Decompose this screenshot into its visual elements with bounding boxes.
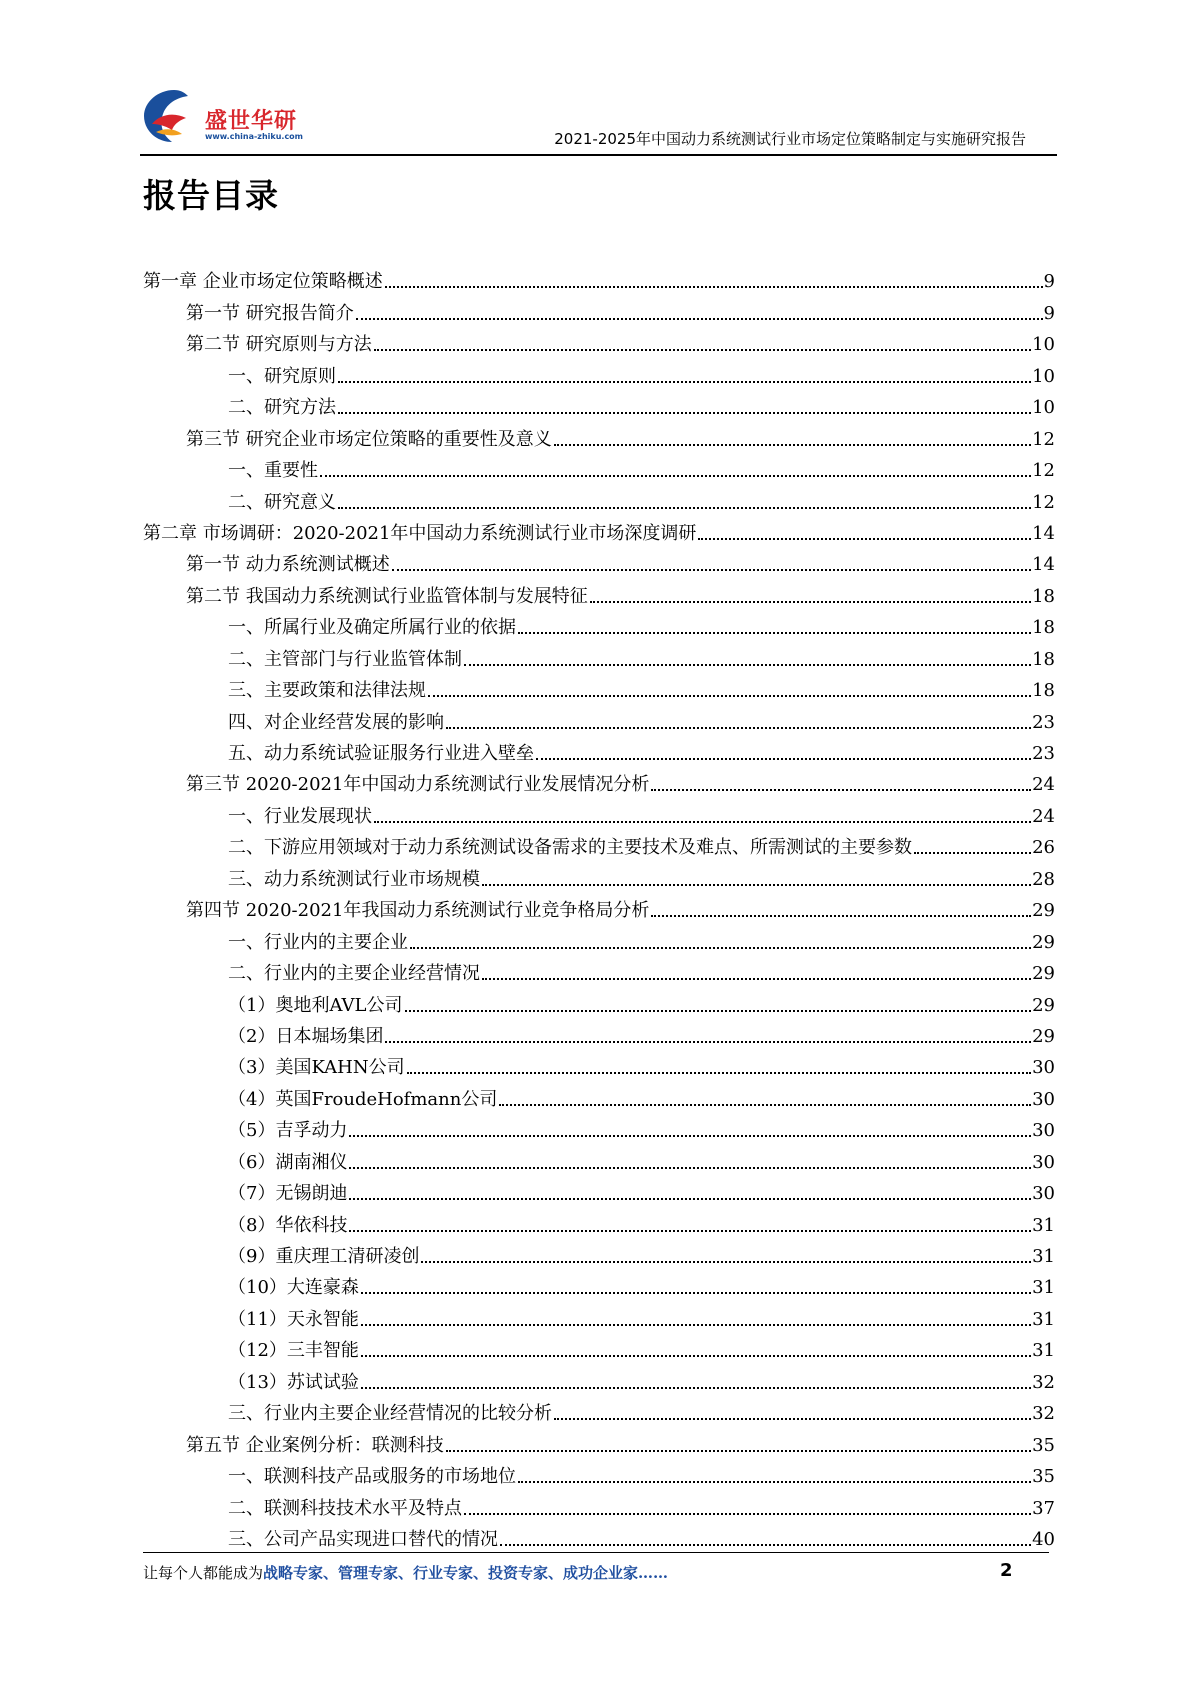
toc-entry-label: 第一节 研究报告简介 bbox=[186, 302, 354, 324]
toc-entry-page: 30 bbox=[1032, 1057, 1055, 1079]
toc-leader-dots bbox=[361, 1292, 1031, 1294]
page-header bbox=[0, 0, 1191, 160]
toc-entry-label: （5）吉孚动力 bbox=[228, 1120, 348, 1142]
toc-entry-label: 二、研究意义 bbox=[228, 491, 336, 513]
toc-entry-label: 二、研究方法 bbox=[228, 397, 336, 419]
page-number: 2 bbox=[1000, 1560, 1013, 1581]
toc-entry[interactable] bbox=[143, 671, 1055, 702]
toc-leader-dots bbox=[500, 1544, 1031, 1546]
toc-leader-dots bbox=[482, 884, 1031, 886]
toc-entry-label: （4）英国FroudeHofmann公司 bbox=[228, 1088, 498, 1110]
toc-entry[interactable] bbox=[143, 356, 1055, 387]
toc-entry-label: 一、所属行业及确定所属行业的依据 bbox=[228, 617, 516, 639]
toc-entry[interactable] bbox=[143, 702, 1055, 733]
toc-entry-page: 12 bbox=[1032, 491, 1055, 513]
toc-entry[interactable] bbox=[143, 1237, 1055, 1268]
toc-entry[interactable] bbox=[143, 765, 1055, 796]
toc-leader-dots bbox=[405, 1010, 1032, 1012]
toc-leader-dots bbox=[356, 318, 1043, 320]
toc-entry[interactable] bbox=[143, 1048, 1055, 1079]
toc-entry-label: 第四节 2020-2021年我国动力系统测试行业竞争格局分析 bbox=[186, 900, 650, 922]
toc-entry[interactable] bbox=[143, 1394, 1055, 1425]
toc-entry[interactable] bbox=[143, 639, 1055, 670]
toc-entry-label: （7）无锡朗迪 bbox=[228, 1183, 348, 1205]
toc-entry[interactable] bbox=[143, 514, 1055, 545]
toc-entry-page: 29 bbox=[1032, 994, 1055, 1016]
toc-entry-page: 29 bbox=[1032, 1025, 1055, 1047]
toc-entry-page: 31 bbox=[1032, 1340, 1055, 1362]
toc-leader-dots bbox=[499, 1104, 1031, 1106]
table-of-contents bbox=[143, 262, 1055, 1551]
toc-leader-dots bbox=[428, 695, 1031, 697]
toc-entry-page: 26 bbox=[1032, 837, 1055, 859]
toc-entry-label: 第三节 研究企业市场定位策略的重要性及意义 bbox=[186, 428, 552, 450]
toc-leader-dots bbox=[651, 789, 1031, 791]
toc-entry[interactable] bbox=[143, 891, 1055, 922]
toc-leader-dots bbox=[349, 1230, 1031, 1232]
toc-entry-label: （3）美国KAHN公司 bbox=[228, 1057, 405, 1079]
toc-leader-dots bbox=[361, 1324, 1031, 1326]
toc-entry-page: 29 bbox=[1032, 963, 1055, 985]
toc-entry[interactable] bbox=[143, 482, 1055, 513]
toc-leader-dots bbox=[698, 538, 1031, 540]
toc-entry[interactable] bbox=[143, 1299, 1055, 1330]
toc-entry-page: 31 bbox=[1032, 1277, 1055, 1299]
toc-entry-page: 32 bbox=[1032, 1371, 1055, 1393]
toc-entry-label: （11）天永智能 bbox=[228, 1308, 359, 1330]
footer-slogan bbox=[143, 1562, 668, 1583]
toc-entry-label: 三、行业内主要企业经营情况的比较分析 bbox=[228, 1403, 552, 1425]
toc-entry-label: 第一节 动力系统测试概述 bbox=[186, 554, 390, 576]
toc-entry[interactable] bbox=[143, 576, 1055, 607]
toc-entry-page: 18 bbox=[1032, 648, 1055, 670]
page-title: 报告目录 bbox=[143, 176, 279, 215]
toc-entry-label: （12）三丰智能 bbox=[228, 1340, 359, 1362]
toc-leader-dots bbox=[464, 664, 1031, 666]
toc-entry-label: 第三节 2020-2021年中国动力系统测试行业发展情况分析 bbox=[186, 774, 650, 796]
toc-entry[interactable] bbox=[143, 451, 1055, 482]
toc-leader-dots bbox=[554, 1418, 1031, 1420]
toc-entry[interactable] bbox=[143, 293, 1055, 324]
toc-entry[interactable] bbox=[143, 1331, 1055, 1362]
toc-leader-dots bbox=[392, 569, 1031, 571]
toc-entry-label: 一、重要性 bbox=[228, 460, 318, 482]
toc-entry[interactable] bbox=[143, 828, 1055, 859]
toc-entry[interactable] bbox=[143, 1457, 1055, 1488]
toc-entry[interactable] bbox=[143, 1079, 1055, 1110]
toc-entry-label: 一、行业内的主要企业 bbox=[228, 931, 408, 953]
toc-entry[interactable] bbox=[143, 954, 1055, 985]
toc-entry[interactable] bbox=[143, 1142, 1055, 1173]
toc-entry-page: 31 bbox=[1032, 1214, 1055, 1236]
toc-leader-dots bbox=[536, 758, 1031, 760]
toc-entry[interactable] bbox=[143, 859, 1055, 890]
toc-entry-label: 一、行业发展现状 bbox=[228, 805, 372, 827]
toc-leader-dots bbox=[518, 1481, 1031, 1483]
toc-entry-page: 10 bbox=[1032, 334, 1055, 356]
toc-leader-dots bbox=[464, 1513, 1031, 1515]
toc-entry-page: 24 bbox=[1032, 774, 1055, 796]
toc-leader-dots bbox=[421, 1261, 1031, 1263]
toc-entry[interactable] bbox=[143, 262, 1055, 293]
toc-leader-dots bbox=[349, 1135, 1031, 1137]
logo-name: 盛世华研 bbox=[205, 109, 298, 134]
toc-entry-page: 35 bbox=[1032, 1434, 1055, 1456]
toc-entry[interactable] bbox=[143, 922, 1055, 953]
toc-entry-page: 31 bbox=[1032, 1308, 1055, 1330]
toc-entry[interactable] bbox=[143, 545, 1055, 576]
toc-entry-page: 12 bbox=[1032, 460, 1055, 482]
toc-entry[interactable] bbox=[143, 1425, 1055, 1456]
toc-entry-page: 30 bbox=[1032, 1088, 1055, 1110]
toc-entry[interactable] bbox=[143, 1362, 1055, 1393]
toc-entry-label: 二、联测科技技术水平及特点 bbox=[228, 1497, 462, 1519]
toc-leader-dots bbox=[338, 381, 1031, 383]
toc-leader-dots bbox=[385, 1041, 1031, 1043]
toc-leader-dots bbox=[446, 727, 1031, 729]
toc-entry-page: 14 bbox=[1032, 554, 1055, 576]
toc-entry-page: 37 bbox=[1032, 1497, 1055, 1519]
toc-entry-page: 12 bbox=[1032, 428, 1055, 450]
toc-entry[interactable] bbox=[143, 1111, 1055, 1142]
toc-entry-page: 35 bbox=[1032, 1466, 1055, 1488]
toc-leader-dots bbox=[518, 632, 1031, 634]
toc-entry[interactable] bbox=[143, 796, 1055, 827]
toc-entry-label: （1）奥地利AVL公司 bbox=[228, 994, 403, 1016]
toc-entry-page: 9 bbox=[1043, 271, 1055, 293]
toc-entry-page: 29 bbox=[1032, 900, 1055, 922]
toc-leader-dots bbox=[446, 1450, 1031, 1452]
toc-entry-label: 第一章 企业市场定位策略概述 bbox=[143, 271, 383, 293]
toc-leader-dots bbox=[361, 1387, 1031, 1389]
toc-entry-label: 五、动力系统试验证服务行业进入壁垒 bbox=[228, 743, 534, 764]
toc-leader-dots bbox=[320, 475, 1031, 477]
toc-entry-label: （13）苏试试验 bbox=[228, 1371, 359, 1393]
toc-leader-dots bbox=[590, 601, 1031, 603]
toc-entry-label: 第二节 我国动力系统测试行业监管体制与发展特征 bbox=[186, 585, 588, 607]
toc-entry-page: 23 bbox=[1032, 711, 1055, 733]
toc-leader-dots bbox=[349, 1198, 1031, 1200]
toc-leader-dots bbox=[914, 852, 1031, 854]
toc-entry[interactable] bbox=[143, 1017, 1055, 1048]
toc-leader-dots bbox=[385, 286, 1043, 288]
toc-entry-page: 18 bbox=[1032, 585, 1055, 607]
toc-entry-label: 一、研究原则 bbox=[228, 365, 336, 387]
toc-entry-label: 二、主管部门与行业监管体制 bbox=[228, 648, 462, 670]
toc-entry-page: 30 bbox=[1032, 1183, 1055, 1205]
toc-leader-dots bbox=[361, 1355, 1031, 1357]
toc-entry-label: 第五节 企业案例分析：联测科技 bbox=[186, 1434, 444, 1456]
toc-entry[interactable] bbox=[143, 1205, 1055, 1236]
toc-entry[interactable] bbox=[143, 1520, 1055, 1551]
toc-entry[interactable] bbox=[143, 1174, 1055, 1205]
toc-entry-page: 28 bbox=[1032, 868, 1055, 890]
toc-entry-page: 30 bbox=[1032, 1120, 1055, 1142]
toc-leader-dots bbox=[554, 444, 1031, 446]
toc-entry[interactable] bbox=[143, 1268, 1055, 1299]
toc-entry[interactable] bbox=[143, 734, 1055, 765]
toc-entry-page: 10 bbox=[1032, 397, 1055, 419]
header-divider bbox=[140, 154, 1057, 156]
toc-entry-page: 18 bbox=[1032, 680, 1055, 702]
report-title: 2021-2025年中国动力系统测试行业市场定位策略制定与实施研究报告 bbox=[554, 130, 1026, 148]
toc-entry-label: 第二节 研究原则与方法 bbox=[186, 334, 372, 356]
toc-leader-dots bbox=[349, 1167, 1031, 1169]
toc-entry-label: 二、行业内的主要企业经营情况 bbox=[228, 963, 480, 985]
toc-entry-label: （2）日本堀场集团 bbox=[228, 1025, 384, 1047]
toc-leader-dots bbox=[407, 1072, 1031, 1074]
toc-entry-label: （6）湖南湘仪 bbox=[228, 1151, 348, 1173]
toc-entry-page: 24 bbox=[1032, 805, 1055, 827]
toc-entry-label: 四、对企业经营发展的影响 bbox=[228, 711, 444, 733]
toc-entry-label: （10）大连豪森 bbox=[228, 1277, 359, 1299]
toc-entry-page: 23 bbox=[1032, 743, 1055, 764]
toc-entry[interactable] bbox=[143, 1488, 1055, 1519]
toc-entry[interactable] bbox=[143, 985, 1055, 1016]
toc-leader-dots bbox=[338, 412, 1031, 414]
toc-entry-label: 三、公司产品实现进口替代的情况 bbox=[228, 1528, 498, 1550]
toc-entry-page: 31 bbox=[1032, 1246, 1055, 1267]
toc-leader-dots bbox=[374, 349, 1031, 351]
toc-entry-label: （8）华依科技 bbox=[228, 1214, 348, 1236]
toc-entry-page: 10 bbox=[1032, 365, 1055, 387]
toc-entry-label: 三、主要政策和法律法规 bbox=[228, 680, 426, 702]
logo-url: www.china-zhiku.com bbox=[205, 132, 304, 141]
toc-entry-label: （9）重庆理工清研凌创 bbox=[228, 1246, 420, 1267]
toc-entry-label: 第二章 市场调研：2020-2021年中国动力系统测试行业市场深度调研 bbox=[143, 522, 697, 544]
toc-entry-page: 29 bbox=[1032, 931, 1055, 953]
toc-entry-page: 9 bbox=[1043, 302, 1055, 324]
footer-divider bbox=[143, 1552, 1049, 1553]
toc-leader-dots bbox=[482, 978, 1031, 980]
toc-entry-page: 40 bbox=[1032, 1528, 1055, 1550]
toc-entry-label: 二、下游应用领域对于动力系统测试设备需求的主要技术及难点、所需测试的主要参数 bbox=[228, 837, 912, 859]
toc-leader-dots bbox=[410, 947, 1031, 949]
slogan-highlight: 战略专家、管理专家、行业专家、投资专家、成功企业家…… bbox=[263, 1564, 669, 1582]
toc-leader-dots bbox=[651, 915, 1031, 917]
toc-entry-label: 三、动力系统测试行业市场规模 bbox=[228, 868, 480, 890]
toc-leader-dots bbox=[374, 821, 1031, 823]
toc-entry-page: 30 bbox=[1032, 1151, 1055, 1173]
toc-entry[interactable] bbox=[143, 608, 1055, 639]
toc-entry[interactable] bbox=[143, 325, 1055, 356]
toc-entry-page: 18 bbox=[1032, 617, 1055, 639]
toc-leader-dots bbox=[338, 507, 1031, 509]
toc-entry[interactable] bbox=[143, 388, 1055, 419]
toc-entry-page: 32 bbox=[1032, 1403, 1055, 1425]
toc-entry-page: 14 bbox=[1032, 522, 1055, 544]
slogan-prefix: 让每个人都能成为 bbox=[143, 1564, 264, 1582]
toc-entry[interactable] bbox=[143, 419, 1055, 450]
toc-entry-label: 一、联测科技产品或服务的市场地位 bbox=[228, 1466, 516, 1488]
